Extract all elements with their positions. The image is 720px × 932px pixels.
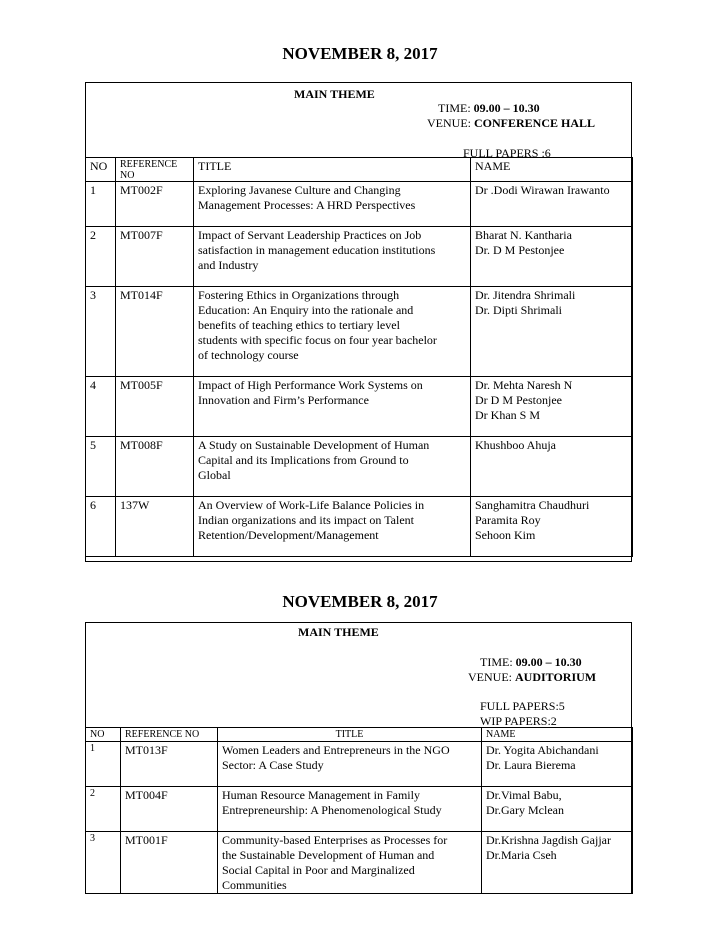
- title-line: Capital and its Implications from Ground to: [198, 453, 409, 467]
- title-line: the Sustainable Development of Human and: [222, 848, 435, 862]
- table-row: [86, 227, 633, 287]
- table-row: [86, 787, 633, 832]
- row-reference: MT014F: [116, 287, 194, 377]
- row-no: 1: [86, 182, 116, 227]
- row-reference: 137W: [116, 497, 194, 557]
- header-name: NAME: [482, 728, 633, 742]
- table-row: [86, 287, 633, 377]
- section-2-wip-papers: WIP PAPERS:2: [480, 714, 557, 728]
- header-title: TITLE: [218, 728, 482, 742]
- table-row: [86, 497, 633, 557]
- title-line: Exploring Javanese Culture and Changing: [198, 183, 401, 197]
- author-name: Dr D M Pestonjee: [475, 393, 562, 407]
- row-names: [482, 742, 633, 787]
- row-no: 3: [86, 832, 121, 894]
- row-title: [218, 742, 482, 787]
- row-reference: MT002F: [116, 182, 194, 227]
- author-name: Khushboo Ahuja: [475, 438, 556, 452]
- author-name: Dr.Vimal Babu,: [486, 788, 562, 802]
- header-reference-no: REFERENCE NO: [116, 158, 194, 182]
- row-no: 4: [86, 377, 116, 437]
- title-line: benefits of teaching ethics to tertiary level: [198, 318, 400, 332]
- header-no: NO: [86, 158, 116, 182]
- row-names: [482, 832, 633, 894]
- title-line: Management Processes: A HRD Perspectives: [198, 198, 416, 212]
- header-reference-no: REFERENCE NO: [121, 728, 218, 742]
- row-title: [218, 832, 482, 894]
- section-1-schedule-box: [85, 82, 632, 562]
- title-line: Education: An Enquiry into the rationale and: [198, 303, 414, 317]
- title-line: Entrepreneurship: A Phenomenological Study: [222, 803, 442, 817]
- author-name: Dr.Krishna Jagdish Gajjar: [486, 833, 611, 847]
- author-name: Dr.Gary Mclean: [486, 803, 564, 817]
- author-name: Dr Khan S M: [475, 408, 540, 422]
- author-name: Sehoon Kim: [475, 528, 536, 542]
- author-name: Dr .Dodi Wirawan Irawanto: [475, 183, 610, 197]
- section-2-time: TIME: 09.00 – 10.30: [480, 655, 582, 669]
- table-header-row: [86, 728, 633, 742]
- title-line: of technology course: [198, 348, 299, 362]
- title-line: Human Resource Management in Family: [222, 788, 420, 802]
- author-name: Dr. Yogita Abichandani: [486, 743, 599, 757]
- title-line: Communities: [222, 878, 287, 892]
- title-line: satisfaction in management education institutions: [198, 243, 436, 257]
- author-name: Sanghamitra Chaudhuri: [475, 498, 590, 512]
- table-header-row: [86, 158, 633, 182]
- author-name: Paramita Roy: [475, 513, 541, 527]
- title-line: Impact of Servant Leadership Practices on Job: [198, 228, 422, 242]
- row-names: [482, 787, 633, 832]
- table-row: [86, 437, 633, 497]
- section-2-date-heading: NOVEMBER 8, 2017: [282, 592, 438, 611]
- title-line: Impact of High Performance Work Systems on: [198, 378, 423, 392]
- section-1-date-heading: NOVEMBER 8, 2017: [282, 44, 438, 63]
- row-no: 5: [86, 437, 116, 497]
- table-row: [86, 182, 633, 227]
- title-line: Community-based Enterprises as Processes for: [222, 833, 448, 847]
- row-names: [471, 437, 633, 497]
- section-1-full-papers: FULL PAPERS :6: [463, 146, 551, 160]
- row-reference: MT008F: [116, 437, 194, 497]
- row-reference: MT004F: [121, 787, 218, 832]
- row-names: [471, 287, 633, 377]
- row-no: 6: [86, 497, 116, 557]
- row-title: [194, 377, 471, 437]
- row-names: [471, 497, 633, 557]
- author-name: Dr. Jitendra Shrimali: [475, 288, 576, 302]
- title-line: Global: [198, 468, 231, 482]
- row-no: 1: [86, 742, 121, 787]
- section-1-table: [85, 157, 633, 557]
- header-title: TITLE: [194, 158, 471, 182]
- title-line: Women Leaders and Entrepreneurs in the NGO: [222, 743, 450, 757]
- row-title: [194, 287, 471, 377]
- row-names: [471, 377, 633, 437]
- section-1-venue: VENUE: CONFERENCE HALL: [427, 116, 596, 130]
- row-no: 2: [86, 787, 121, 832]
- row-title: [194, 227, 471, 287]
- section-1-theme: MAIN THEME: [294, 87, 375, 101]
- row-no: 2: [86, 227, 116, 287]
- title-line: An Overview of Work-Life Balance Policies in: [198, 498, 425, 512]
- row-reference: MT007F: [116, 227, 194, 287]
- title-line: Fostering Ethics in Organizations through: [198, 288, 400, 302]
- title-line: A Study on Sustainable Development of Human: [198, 438, 430, 452]
- row-names: [471, 227, 633, 287]
- title-line: Sector: A Case Study: [222, 758, 324, 772]
- author-name: Bharat N. Kantharia: [475, 228, 572, 242]
- title-line: Social Capital in Poor and Marginalized: [222, 863, 415, 877]
- section-1-time: TIME: 09.00 – 10.30: [438, 101, 540, 115]
- author-name: Dr. Mehta Naresh N: [475, 378, 573, 392]
- row-names: [471, 182, 633, 227]
- row-title: [194, 182, 471, 227]
- author-name: Dr.Maria Cseh: [486, 848, 557, 862]
- section-2-table: [85, 727, 633, 894]
- table-row: [86, 832, 633, 894]
- title-line: Retention/Development/Management: [198, 528, 379, 542]
- row-reference: MT001F: [121, 832, 218, 894]
- header-name: NAME: [471, 158, 633, 182]
- header-no: NO: [86, 728, 121, 742]
- author-name: Dr. Laura Bierema: [486, 758, 576, 772]
- table-row: [86, 742, 633, 787]
- section-2-venue: VENUE: AUDITORIUM: [468, 670, 597, 684]
- row-reference: MT005F: [116, 377, 194, 437]
- section-2-schedule-box: [85, 622, 632, 894]
- row-reference: MT013F: [121, 742, 218, 787]
- row-title: [194, 437, 471, 497]
- row-title: [194, 497, 471, 557]
- section-2-theme: MAIN THEME: [298, 625, 379, 639]
- author-name: Dr. D M Pestonjee: [475, 243, 565, 257]
- title-line: and Industry: [198, 258, 259, 272]
- table-row: [86, 377, 633, 437]
- row-title: [218, 787, 482, 832]
- section-2-full-papers: FULL PAPERS:5: [480, 699, 565, 713]
- title-line: Innovation and Firm’s Performance: [198, 393, 369, 407]
- title-line: Indian organizations and its impact on Talent: [198, 513, 414, 527]
- title-line: students with specific focus on four year bachelor: [198, 333, 437, 347]
- author-name: Dr. Dipti Shrimali: [475, 303, 562, 317]
- row-no: 3: [86, 287, 116, 377]
